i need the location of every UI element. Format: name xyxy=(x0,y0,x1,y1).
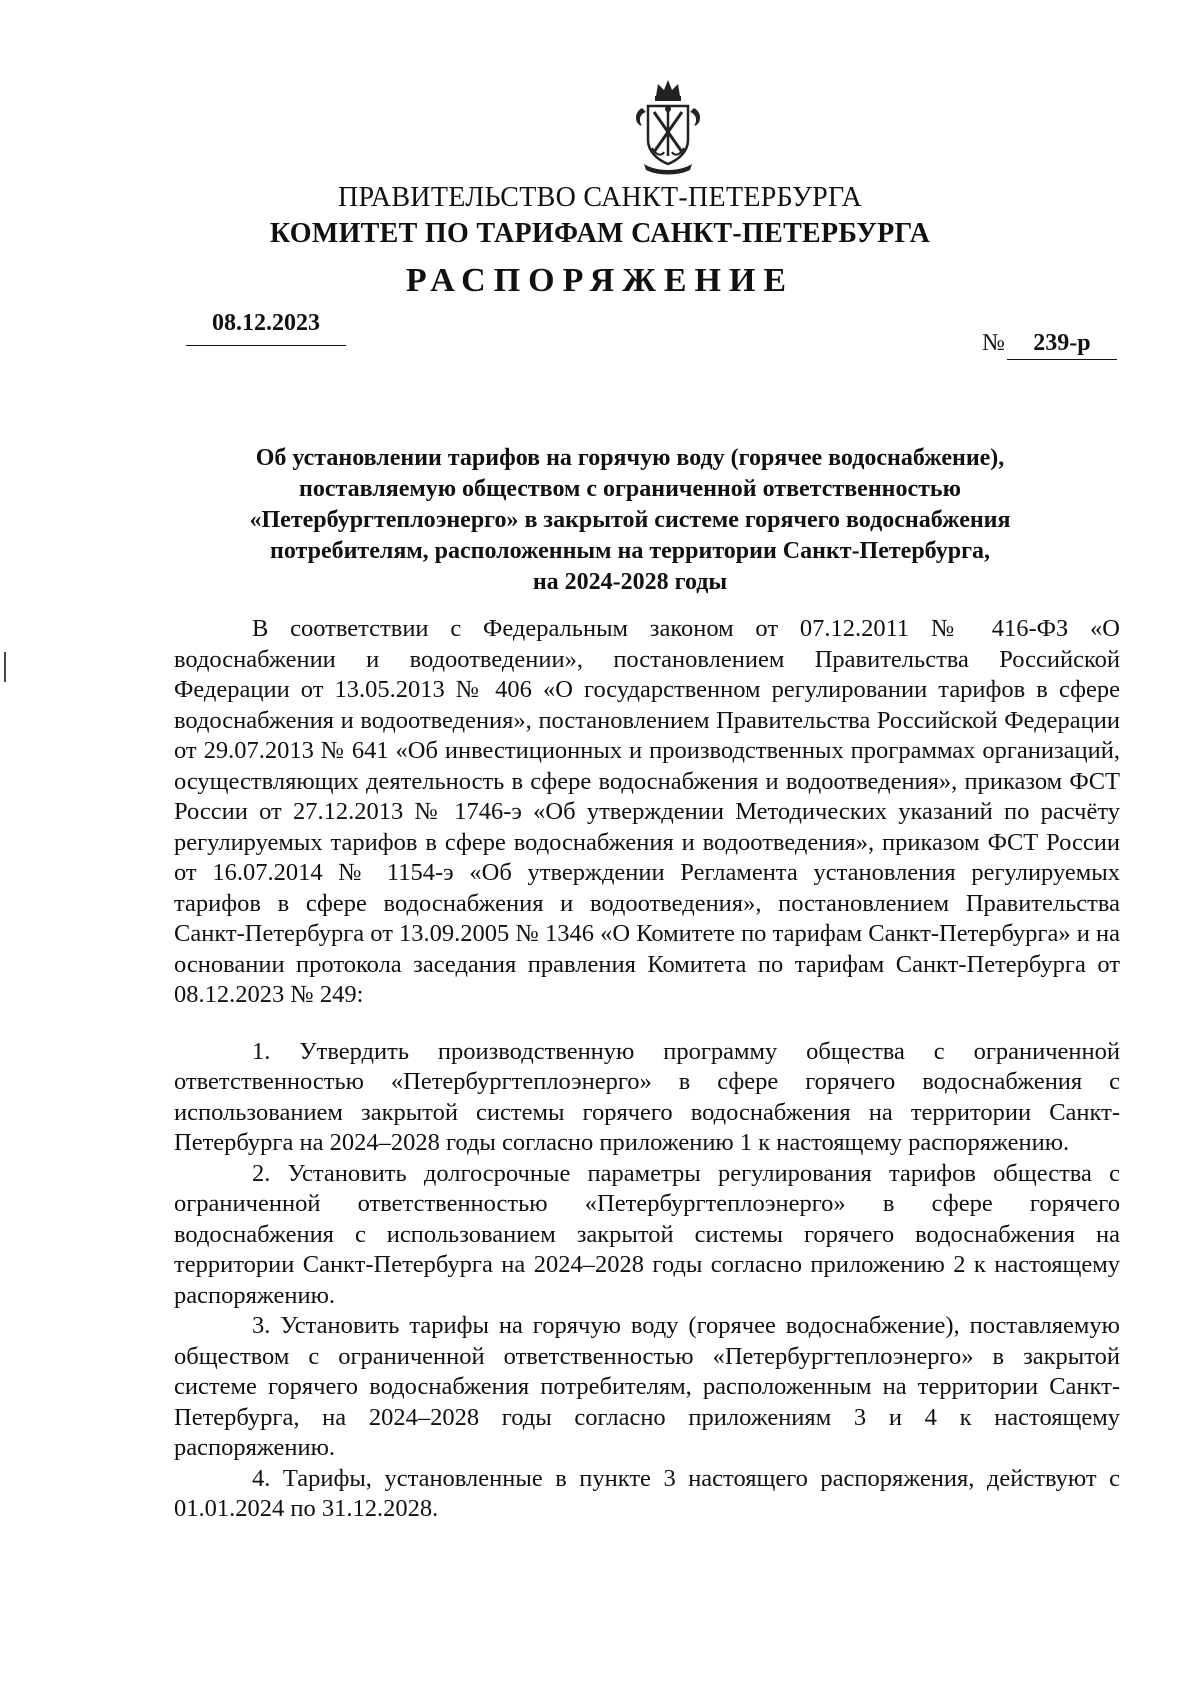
committee-name: КОМИТЕТ ПО ТАРИФАМ САНКТ-ПЕТЕРБУРГА xyxy=(269,218,931,249)
title-line: «Петербургтеплоэнерго» в закрытой системе горячего водоснабжения xyxy=(249,507,1011,533)
title-line: на 2024-2028 годы xyxy=(532,569,728,595)
title-line: потребителям, расположенным на территории Санкт-Петербурга, xyxy=(270,538,990,564)
title-line: Об установлении тарифов на горячую воду (горячее водоснабжение), xyxy=(255,445,1005,471)
document-body xyxy=(174,614,1120,1525)
number-value: 239-р xyxy=(1007,330,1117,360)
number-prefix: № xyxy=(982,330,1005,356)
document-title xyxy=(200,443,1060,598)
preamble-paragraph: В соответствии с Федеральным законом от 07.12.2011 № 416-ФЗ «О водоснабжении и водоотведении», постановлением Правительства Российской Федерации от 13.05.2013 № 406 «О государственном регулировании тарифов в сфере водоснабжения и водоотведения», постановлением Правительства Российской Федерации от 29.07.2013 № 641 «Об инвестиционных и производственных программах организаций, осуществляющих деятельность в сфере водоснабжения и водоотведения», приказом ФСТ России от 27.12.2013 № 1746-э «Об утверждении Методических указаний по расчёту регулируемых тарифов в сфере водоснабжения и водоотведения», приказом ФСТ России от 16.07.2014 № 1154-э «Об утверждении Регламента установления регулируемых тарифов в сфере водоснабжения и водоотведения», постановлением Правительства Санкт-Петербурга от 13.09.2005 № 1346 «О Комитете по тарифам Санкт-Петербурга» и на основании протокола заседания правления Комитета по тарифам Санкт-Петербурга от 08.12.2023 № 249: xyxy=(174,615,1120,1008)
clause-paragraph: 3. Установить тарифы на горячую воду (горячее водоснабжение), поставляемую обществом с ограниченной ответственностью «Петербургтеплоэнерго» в закрытой системе горячего водоснабжения потребителям, расположенным на территории Санкт-Петербурга, на 2024–2028 годы согласно приложениям 3 и 4 к настоящему распоряжению. xyxy=(174,1312,1120,1461)
document-number xyxy=(982,330,1117,360)
clause-paragraph: 2. Установить долгосрочные параметры регулирования тарифов общества с ограниченной ответственностью «Петербургтеплоэнерго» в сфере горячего водоснабжения с использованием закрытой системы горячего водоснабжения на территории Санкт-Петербурга на 2024–2028 годы согласно приложению 2 к настоящему распоряжению. xyxy=(174,1159,1120,1309)
clause-paragraph: 4. Тарифы, установленные в пункте 3 настоящего распоряжения, действуют с 01.01.2024 по 31.12.2028. xyxy=(174,1464,1120,1522)
document-date: 08.12.2023 xyxy=(186,310,346,346)
margin-mark xyxy=(4,652,6,682)
government-name: ПРАВИТЕЛЬСТВО САНКТ-ПЕТЕРБУРГА xyxy=(338,182,862,213)
clause-paragraph: 1. Утвердить производственную программу общества с ограниченной ответственностью «Петербургтеплоэнерго» в сфере горячего водоснабжения с использованием закрытой системы горячего водоснабжения на территории Санкт-Петербурга на 2024–2028 годы согласно приложению 1 к настоящему распоряжению. xyxy=(174,1037,1120,1156)
coat-of-arms-icon xyxy=(632,78,704,178)
document-type: РАСПОРЯЖЕНИЕ xyxy=(405,262,795,299)
title-line: поставляемую обществом с ограниченной ответственностью xyxy=(299,476,961,502)
